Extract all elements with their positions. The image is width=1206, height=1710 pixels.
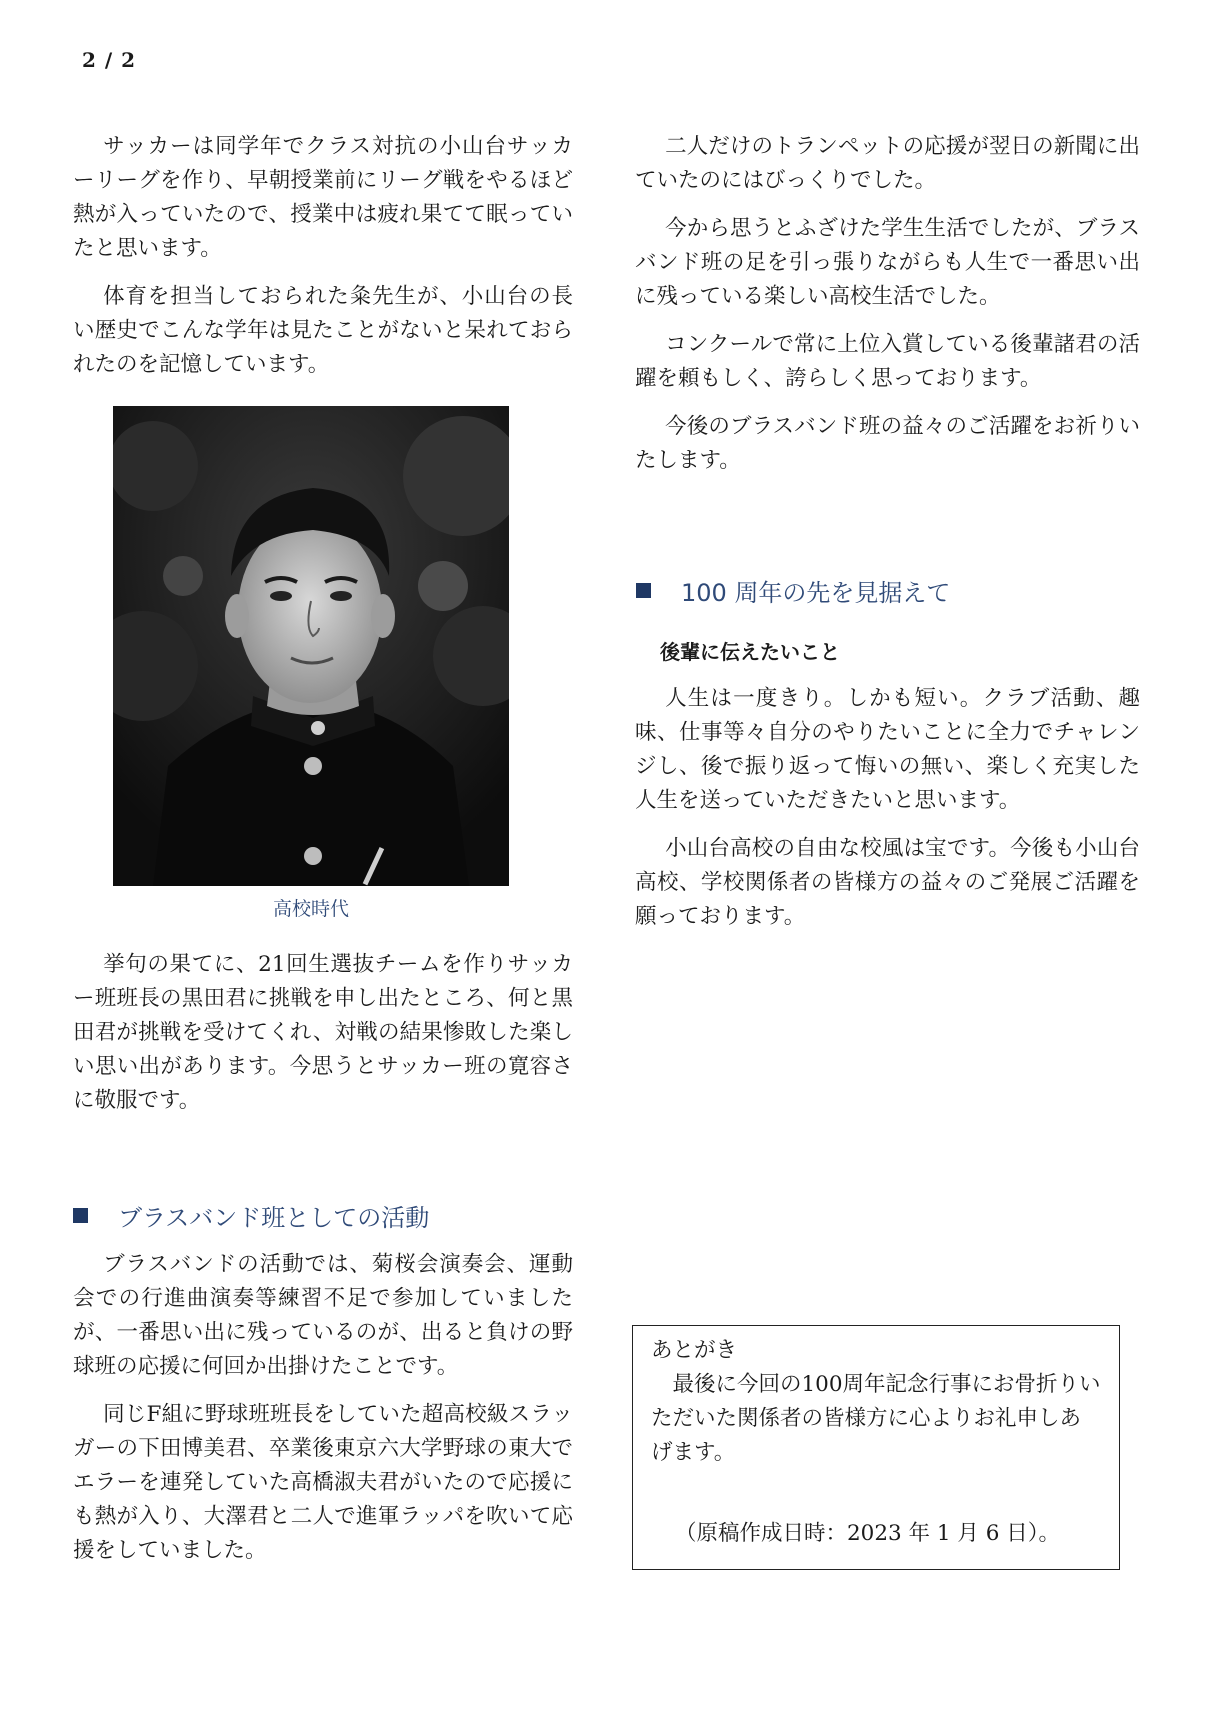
afterword-date: （原稿作成日時：2023 年 1 月 6 日）。 (675, 1521, 1060, 1546)
paragraph: ブラスバンドの活動では、菊桜会演奏会、運動会での行進曲演奏等練習不足で参加していましたが、一番思い出に残っているのが、出ると負けの野球班の応援に何回か出掛けたことです。 (73, 1252, 573, 1379)
paragraph: 二人だけのトランペットの応援が翌日の新聞に出ていたのにはびっくりでした。 (635, 134, 1140, 193)
afterword-box (632, 1325, 1120, 1570)
left-column-bottom (73, 1248, 573, 1582)
paragraph: コンクールで常に上位入賞している後輩諸君の活躍を頼もしく、誇らしく思っております。 (635, 332, 1140, 391)
square-bullet-icon (636, 583, 651, 598)
paragraph: 今から思うとふざけた学生生活でしたが、ブラスバンド班の足を引っ張りながらも人生で一番思い出に残っている楽しい高校生活でした。 (635, 216, 1140, 309)
square-bullet-icon (73, 1208, 88, 1223)
section-heading-centennial (636, 573, 950, 608)
paragraph: サッカーは同学年でクラス対抗の小山台サッカーリーグを作り、早朝授業前にリーグ戦をやるほど熱が入っていたので、授業中は疲れ果てて眠っていたと思います。 (73, 134, 573, 261)
paragraph: 人生は一度きり。しかも短い。クラブ活動、趣味、仕事等々自分のやりたいことに全力でチャレンジし、後で振り返って悔いの無い、楽しく充実した人生を送っていただきたいと思います。 (635, 686, 1140, 813)
page-number: 2 / 2 (82, 48, 137, 72)
section-heading-text: ブラスバンド班としての活動 (118, 1204, 430, 1232)
photo-figure (113, 406, 509, 921)
paragraph: 今後のブラスバンド班の益々のご活躍をお祈りいたします。 (635, 414, 1140, 473)
section-heading-text: 100 周年の先を見据えて (681, 579, 951, 607)
right-column-bottom (635, 682, 1140, 948)
paragraph: 同じF組に野球班班長をしていた超高校級スラッガーの下田博美君、卒業後東京六大学野球の東大でエラーを連発していた高橋淑夫君がいたので応援にも熱が入り、大澤君と二人で進軍ラッパを吹いて応援をしていました。 (73, 1402, 573, 1563)
right-column-top (635, 130, 1140, 492)
afterword-title: あとがき (651, 1338, 738, 1363)
section-heading-brass-band (73, 1198, 429, 1233)
portrait-illustration (113, 406, 509, 886)
portrait-photo (113, 406, 509, 886)
paragraph: 体育を担当しておられた粂先生が、小山台の長い歴史でこんな学年は見たことがないと呆れておられたのを記憶しています。 (73, 284, 573, 377)
paragraph: 小山台高校の自由な校風は宝です。今後も小山台高校、学校関係者の皆様方の益々のご発展ご活躍を願っております。 (635, 836, 1140, 929)
subheading: 後輩に伝えたいこと (660, 640, 840, 664)
paragraph: 挙句の果てに、21回生選抜チームを作りサッカー班班長の黒田君に挑戦を申し出たところ、何と黒田君が挑戦を受けてくれ、対戦の結果惨敗した楽しい思い出があります。今思うとサッカー班の寛容さに敬服です。 (73, 952, 573, 1113)
afterword-body: 最後に今回の100周年記念行事にお骨折りいただいた関係者の皆様方に心よりお礼申しあげます。 (651, 1372, 1101, 1465)
left-column-top (73, 130, 573, 396)
photo-caption: 高校時代 (272, 898, 349, 920)
left-column-middle (73, 948, 573, 1132)
